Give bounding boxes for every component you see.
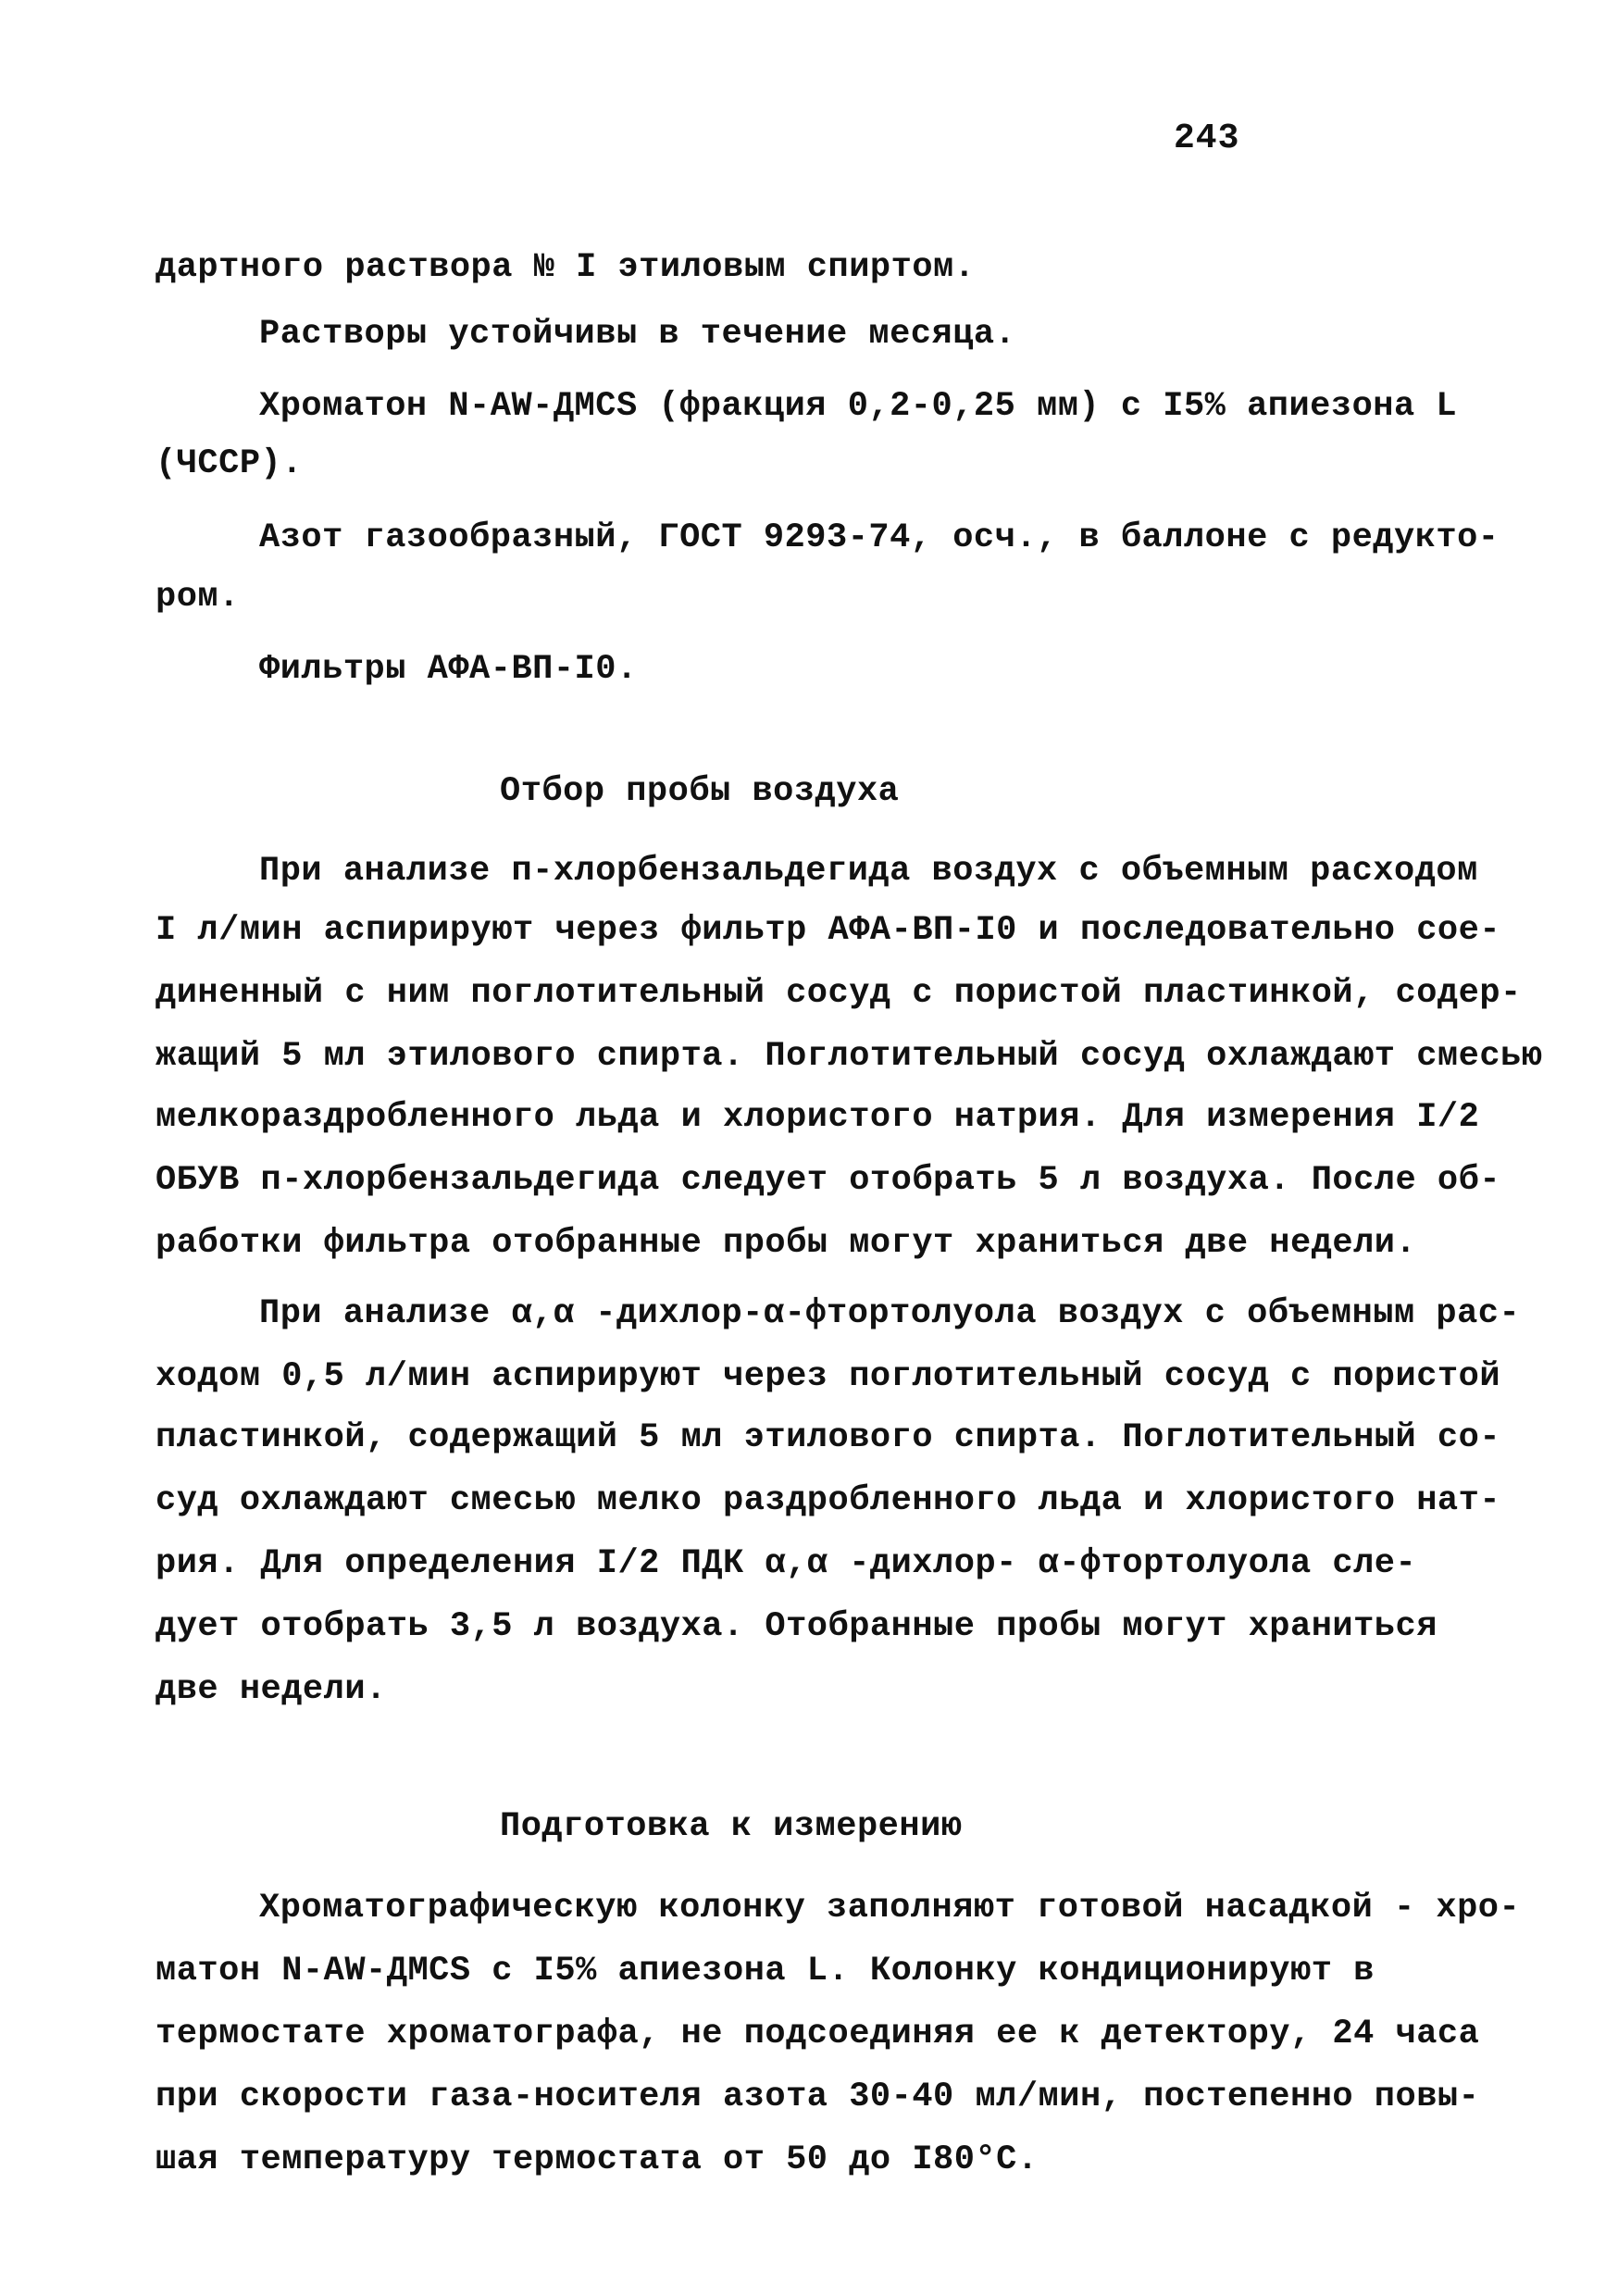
paragraph-line: рия. Для определения I/2 ПДК α,α -дихлор- α-фтортолуола сле- xyxy=(156,1544,1417,1583)
reagents-line: Растворы устойчивы в течение месяца. xyxy=(259,315,1016,354)
paragraph-line: при скорости газа-носителя азота 30-40 мл/мин, постепенно повы- xyxy=(156,2078,1480,2116)
reagents-line: Хроматон N-AW-ДМСS (фракция 0,2-0,25 мм) с I5% апиезона L xyxy=(259,387,1458,426)
paragraph-line: суд охлаждают смесью мелко раздробленного льда и хлористого нат- xyxy=(156,1481,1501,1520)
section-heading-preparation: Подготовка к измерению xyxy=(500,1807,963,1846)
paragraph-line: термостате хроматографа, не подсоединяя ее к детектору, 24 часа xyxy=(156,2015,1480,2053)
paragraph-line: I л/мин аспирируют через фильтр АФА-ВП-I0 и последовательно сое- xyxy=(156,911,1501,950)
reagents-line: дартного раствора № I этиловым спиртом. xyxy=(156,248,976,287)
reagents-line: (ЧССР). xyxy=(156,444,303,483)
paragraph-line: диненный с ним поглотительный сосуд с пористой пластинкой, содер- xyxy=(156,974,1522,1013)
reagents-line: Фильтры АФА-ВП-I0. xyxy=(259,650,638,689)
paragraph-line: две недели. xyxy=(156,1670,387,1709)
paragraph-line: жащий 5 мл этилового спирта. Поглотительный сосуд охлаждают смесью xyxy=(156,1037,1543,1076)
paragraph-line: При анализе α,α -дихлор-α-фтортолуола воздух с объемным рас- xyxy=(259,1294,1521,1333)
paragraph-line: матон N-AW-ДМСS с I5% апиезона L. Колонку кондиционируют в xyxy=(156,1952,1375,1990)
paragraph-line: пластинкой, содержащий 5 мл этилового спирта. Поглотительный со- xyxy=(156,1418,1501,1457)
paragraph-line: работки фильтра отобранные пробы могут храниться две недели. xyxy=(156,1224,1417,1263)
paragraph-line: мелкораздробленного льда и хлористого натрия. Для измерения I/2 xyxy=(156,1098,1480,1137)
paragraph-line: ходом 0,5 л/мин аспирируют через поглотительный сосуд с пористой xyxy=(156,1357,1501,1396)
paragraph-line: Хроматографическую колонку заполняют готовой насадкой - хро- xyxy=(259,1889,1521,1928)
section-heading-sampling: Отбор пробы воздуха xyxy=(500,772,900,811)
paragraph-line: дует отобрать 3,5 л воздуха. Отобранные пробы могут храниться xyxy=(156,1607,1438,1646)
paragraph-line: При анализе п-хлорбензальдегида воздух с объемным расходом xyxy=(259,852,1478,891)
reagents-line: ром. xyxy=(156,578,240,617)
paragraph-line: ОБУВ п-хлорбензальдегида следует отобрать 5 л воздуха. После об- xyxy=(156,1161,1501,1200)
paragraph-line: шая температуру термостата от 50 до I80°С. xyxy=(156,2140,1039,2179)
page-number: 243 xyxy=(1174,119,1240,158)
reagents-line: Азот газообразный, ГОСТ 9293-74, осч., в баллоне с редукто- xyxy=(259,518,1500,557)
